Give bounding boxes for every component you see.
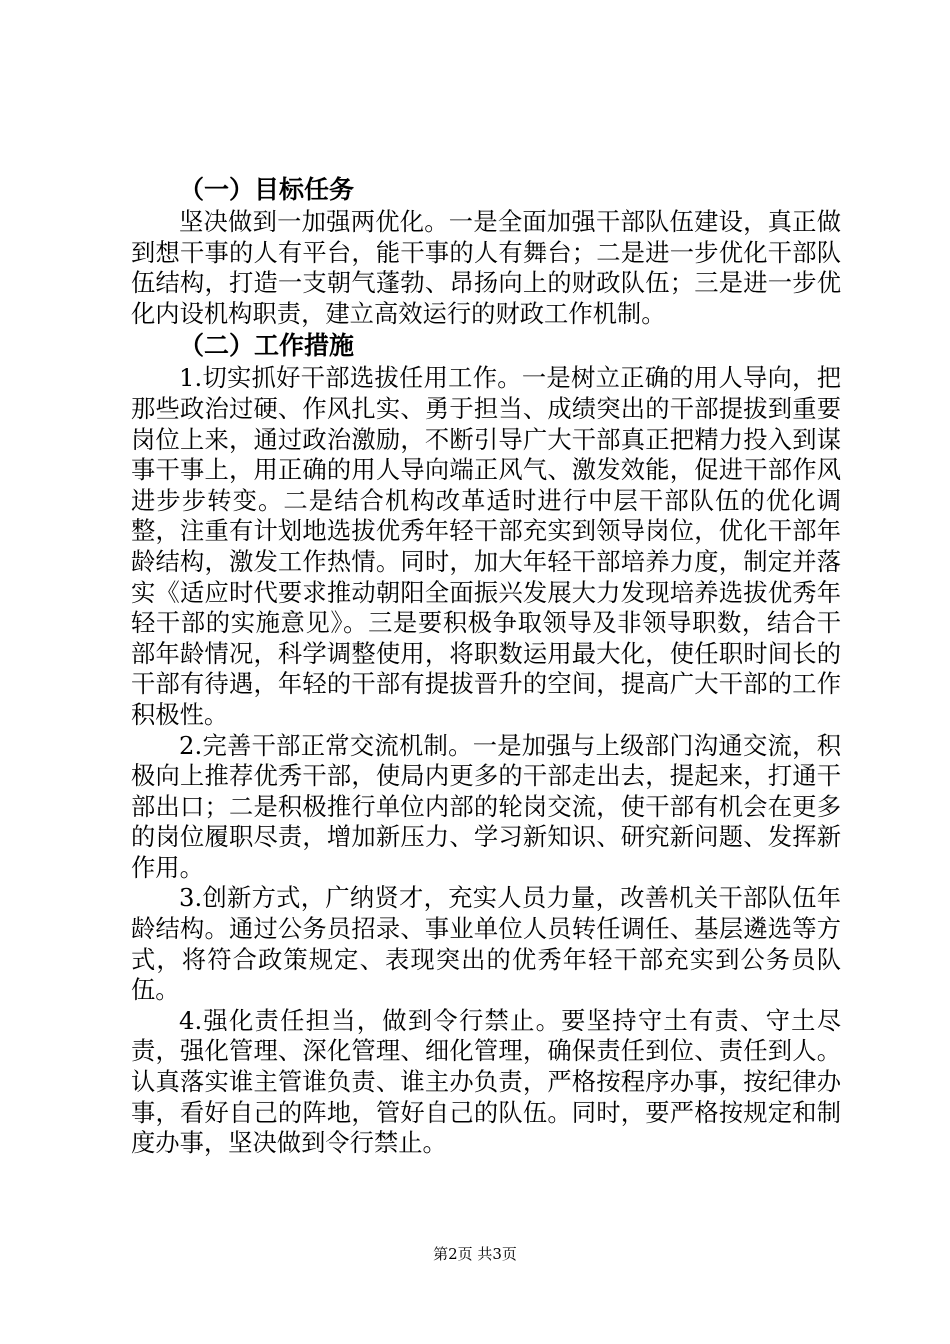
section-heading-goals: （一）目标任务	[179, 175, 355, 204]
section-heading-measures: （二）工作措施	[179, 331, 355, 361]
document-body	[131, 173, 841, 1159]
page-footer: 第2页 共3页	[433, 1245, 517, 1263]
paragraph-measure-3: 3.创新方式，广纳贤才，充实人员力量，改善机关干部队伍年龄结构。通过公务员招录、事业单位人员转任调任、基层遴选等方式，将符合政策规定、表现突出的优秀年轻干部充实到公务员队伍。	[131, 883, 841, 1005]
paragraph-measure-4: 4.强化责任担当，做到令行禁止。要坚持守土有责、守土尽责，强化管理、深化管理、细化管理，确保责任到位、责任到人。认真落实谁主管谁负责、谁主办负责，严格按程序办事，按纪律办事，看好自己的阵地，管好自己的队伍。同时，要严格按规定和制度办事，坚决做到令行禁止。	[131, 1005, 841, 1158]
paragraph-measure-2: 2.完善干部正常交流机制。一是加强与上级部门沟通交流，积极向上推荐优秀干部，使局内更多的干部走出去，提起来，打通干部出口；二是积极推行单位内部的轮岗交流，使干部有机会在更多的岗位履职尽责，增加新压力、学习新知识、研究新问题、发挥新作用。	[131, 730, 841, 882]
paragraph-measure-1: 1.切实抓好干部选拔任用工作。一是树立正确的用人导向，把那些政治过硬、作风扎实、勇于担当、成绩突出的干部提拔到重要岗位上来，通过政治激励，不断引导广大干部真正把精力投入到谋事干事上，用正确的用人导向端正风气、激发效能，促进干部作风进步步转变。二是结合机构改革适时进行中层干部队伍的优化调整，注重有计划地选拔优秀年轻干部充实到领导岗位，优化干部年龄结构，激发工作热情。同时，加大年轻干部培养力度，制定并落实《适应时代要求推动朝阳全面振兴发展大力发现培养选拔优秀年轻干部的实施意见》。三是要积极争取领导及非领导职数，结合干部年龄情况，科学调整使用，将职数运用最大化，使任职时间长的干部有待遇，年轻的干部有提拔晋升的空间，提高广大干部的工作积极性。	[131, 363, 841, 729]
paragraph-goals: 坚决做到一加强两优化。一是全面加强干部队伍建设，真正做到想干事的人有平台，能干事的人有舞台；二是进一步优化干部队伍结构，打造一支朝气蓬勃、昂扬向上的财政队伍；三是进一步优化内设机构职责，建立高效运行的财政工作机制。	[131, 207, 841, 328]
